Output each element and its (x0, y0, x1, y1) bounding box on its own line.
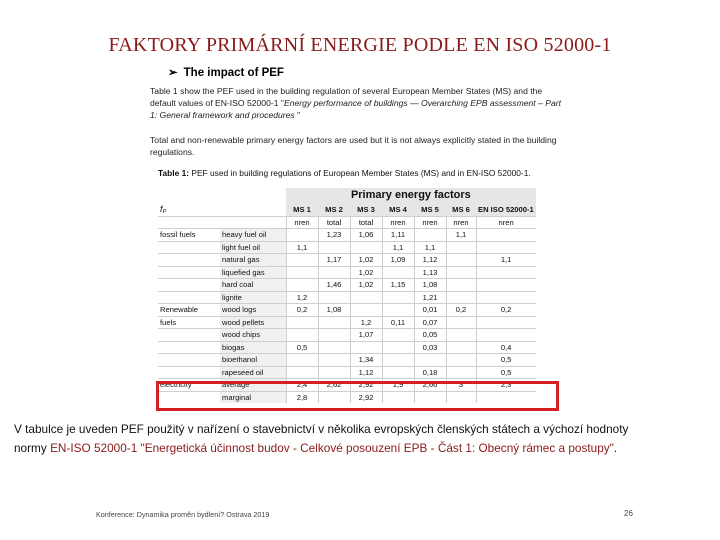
table-row (158, 266, 536, 279)
ms-6: MS 6 (446, 204, 476, 216)
value-cell: 0,2 (476, 304, 536, 317)
value-cell: 1,13 (414, 266, 446, 279)
fuel-cell: biogas (220, 341, 286, 354)
table-row (158, 354, 536, 367)
value-cell: 1,07 (350, 329, 382, 342)
value-cell: 1,1 (476, 254, 536, 267)
value-cell (476, 229, 536, 242)
value-cell (382, 291, 414, 304)
value-cell: 1,12 (350, 366, 382, 379)
value-cell (318, 241, 350, 254)
group-cell: fuels (158, 316, 220, 329)
table-row (158, 229, 536, 242)
fuel-cell: wood logs (220, 304, 286, 317)
value-cell: 1,1 (414, 241, 446, 254)
value-cell (318, 341, 350, 354)
value-cell (446, 241, 476, 254)
intro-paragraph (150, 86, 568, 121)
fp-label: fₚ (158, 204, 286, 216)
value-cell (350, 241, 382, 254)
value-cell: 2,66 (414, 379, 446, 392)
table-row (158, 329, 536, 342)
value-cell (382, 266, 414, 279)
value-cell: 1,12 (414, 254, 446, 267)
value-cell: 0,07 (414, 316, 446, 329)
table-header-row (158, 188, 536, 204)
fuel-cell: rapeseed oil (220, 366, 286, 379)
value-cell (286, 279, 318, 292)
value-cell (318, 291, 350, 304)
value-cell: 0,5 (286, 341, 318, 354)
value-cell (350, 304, 382, 317)
table-header: Primary energy factors (286, 188, 536, 204)
footer-conference: Konference: Dynamika proměn bydlení? Ostrava 2019 (96, 510, 270, 519)
value-cell: 1,09 (382, 254, 414, 267)
value-cell (350, 341, 382, 354)
description-line-2a: normy (14, 441, 51, 455)
value-cell (286, 266, 318, 279)
unit-cell: total (318, 216, 350, 229)
arrow-bullet-icon: ➢ (168, 67, 178, 79)
ms-3: MS 3 (350, 204, 382, 216)
caption-label: Table 1: (158, 168, 190, 178)
value-cell (286, 254, 318, 267)
value-cell: 1,06 (350, 229, 382, 242)
ms-1: MS 1 (286, 204, 318, 216)
fuel-cell: marginal (220, 391, 286, 403)
unit-cell: nren (476, 216, 536, 229)
value-cell: 1,11 (382, 229, 414, 242)
value-cell (414, 354, 446, 367)
group-cell (158, 266, 220, 279)
value-cell: 1,1 (446, 229, 476, 242)
caption-text: PEF used in building regulations of European Member States (MS) and in EN-ISO 52000-1. (189, 168, 531, 178)
value-cell (476, 266, 536, 279)
group-cell (158, 254, 220, 267)
value-cell (318, 366, 350, 379)
value-cell (318, 316, 350, 329)
value-cell: 1,15 (382, 279, 414, 292)
intro-text-2: " (294, 109, 301, 120)
value-cell (446, 279, 476, 292)
value-cell: 1,34 (350, 354, 382, 367)
value-cell (446, 316, 476, 329)
electricity-highlight-box (156, 381, 559, 411)
value-cell: 1,46 (318, 279, 350, 292)
value-cell (350, 291, 382, 304)
page-number: 26 (624, 509, 633, 518)
intro-text-italic: Energy performance of buildings — Overarching EPB assessment – Part 1: General framework and procedures (150, 97, 561, 120)
fuel-cell: heavy fuel oil (220, 229, 286, 242)
unit-cell: nren (382, 216, 414, 229)
value-cell (318, 329, 350, 342)
czech-description (14, 420, 714, 458)
note-paragraph: Total and non-renewable primary energy factors are used but it is not always explicitly stated in the building regulations. (150, 135, 557, 157)
table-row (158, 241, 536, 254)
bullet-heading (168, 65, 284, 79)
value-cell: 0,05 (414, 329, 446, 342)
ms-5: MS 5 (414, 204, 446, 216)
group-cell: Renewable (158, 304, 220, 317)
ms-en-iso: EN ISO 52000-1 (478, 205, 534, 214)
value-cell (414, 229, 446, 242)
value-cell: 1,2 (286, 291, 318, 304)
table-row (158, 254, 536, 267)
value-cell (318, 266, 350, 279)
table-row (158, 341, 536, 354)
ms-2: MS 2 (318, 204, 350, 216)
value-cell (382, 329, 414, 342)
norm-reference: EN-ISO 52000-1 "Energetická účinnost budov - Celkové posouzení EPB - Část 1: Obecný rámec a postupy" (50, 441, 614, 455)
value-cell: 0,01 (414, 304, 446, 317)
value-cell: 3 (446, 379, 476, 392)
value-cell (476, 316, 536, 329)
value-cell: 1,2 (350, 316, 382, 329)
value-cell (446, 354, 476, 367)
description-line-1: V tabulce je uveden PEF použitý v nařízení o stavebnictví v několika evropských členských státech a výchozí hodnoty (14, 422, 629, 436)
value-cell: 2,62 (318, 379, 350, 392)
group-cell (158, 241, 220, 254)
value-cell (382, 304, 414, 317)
ms-row (158, 204, 536, 216)
value-cell: 1,02 (350, 254, 382, 267)
value-cell (286, 366, 318, 379)
value-cell: 0,4 (476, 341, 536, 354)
fuel-cell: liquefied gas (220, 266, 286, 279)
pef-table (158, 188, 536, 403)
fuel-cell: wood chips (220, 329, 286, 342)
value-cell: 2,8 (286, 391, 318, 403)
value-cell: 0,11 (382, 316, 414, 329)
value-cell (286, 354, 318, 367)
value-cell: 0,5 (476, 366, 536, 379)
value-cell: 0,5 (476, 354, 536, 367)
value-cell: 2,92 (350, 379, 382, 392)
fuel-cell: wood pellets (220, 316, 286, 329)
unit-cell: nren (414, 216, 446, 229)
unit-cell: total (350, 216, 382, 229)
value-cell (446, 329, 476, 342)
value-cell (286, 329, 318, 342)
slide-title: FAKTORY PRIMÁRNÍ ENERGIE PODLE EN ISO 52000-1 (108, 34, 612, 56)
value-cell: 0,18 (414, 366, 446, 379)
value-cell: 1,1 (382, 241, 414, 254)
value-cell: 1,9 (382, 379, 414, 392)
value-cell (286, 316, 318, 329)
value-cell: 0,2 (446, 304, 476, 317)
value-cell (446, 366, 476, 379)
value-cell (382, 341, 414, 354)
description-line-2c: . (613, 441, 618, 455)
value-cell (446, 341, 476, 354)
group-cell: electricity (158, 379, 220, 392)
table-row (158, 291, 536, 304)
fuel-cell: bioethanol (220, 354, 286, 367)
bullet-text: The impact of PEF (183, 67, 284, 79)
table-row (158, 304, 536, 317)
value-cell (476, 279, 536, 292)
table-caption (158, 168, 531, 178)
ms-4: MS 4 (382, 204, 414, 216)
fuel-cell: hard coal (220, 279, 286, 292)
value-cell: 2,4 (286, 379, 318, 392)
value-cell: 1,02 (350, 279, 382, 292)
group-cell (158, 366, 220, 379)
value-cell: 1,08 (414, 279, 446, 292)
group-cell: fossil fuels (158, 229, 220, 242)
table-row (158, 316, 536, 329)
value-cell (446, 291, 476, 304)
value-cell (382, 354, 414, 367)
value-cell: 1,02 (350, 266, 382, 279)
value-cell (476, 241, 536, 254)
table-row (158, 366, 536, 379)
value-cell: 0,2 (286, 304, 318, 317)
group-cell (158, 291, 220, 304)
value-cell (446, 266, 476, 279)
value-cell: 1,21 (414, 291, 446, 304)
value-cell (318, 354, 350, 367)
fuel-cell: average (220, 379, 286, 392)
unit-cell: nren (446, 216, 476, 229)
group-cell (158, 279, 220, 292)
value-cell (382, 366, 414, 379)
group-cell (158, 329, 220, 342)
value-cell (446, 254, 476, 267)
value-cell: 1,1 (286, 241, 318, 254)
fuel-cell: light fuel oil (220, 241, 286, 254)
unit-row (158, 216, 536, 229)
value-cell: 0,03 (414, 341, 446, 354)
fuel-cell: natural gas (220, 254, 286, 267)
value-cell (476, 291, 536, 304)
group-cell (158, 341, 220, 354)
value-cell: 1,17 (318, 254, 350, 267)
value-cell (286, 229, 318, 242)
value-cell: 1,08 (318, 304, 350, 317)
intro-text-1: Table 1 show the PEF used in the building regulation of several European Member States (MS) and the default values of EN-ISO 52000-1 " (150, 86, 543, 108)
value-cell: 2,92 (350, 391, 382, 403)
unit-cell: nren (286, 216, 318, 229)
fuel-cell: lignite (220, 291, 286, 304)
value-cell (476, 329, 536, 342)
group-cell (158, 354, 220, 367)
table-row (158, 279, 536, 292)
value-cell: 2,3 (476, 379, 536, 392)
value-cell: 1,23 (318, 229, 350, 242)
